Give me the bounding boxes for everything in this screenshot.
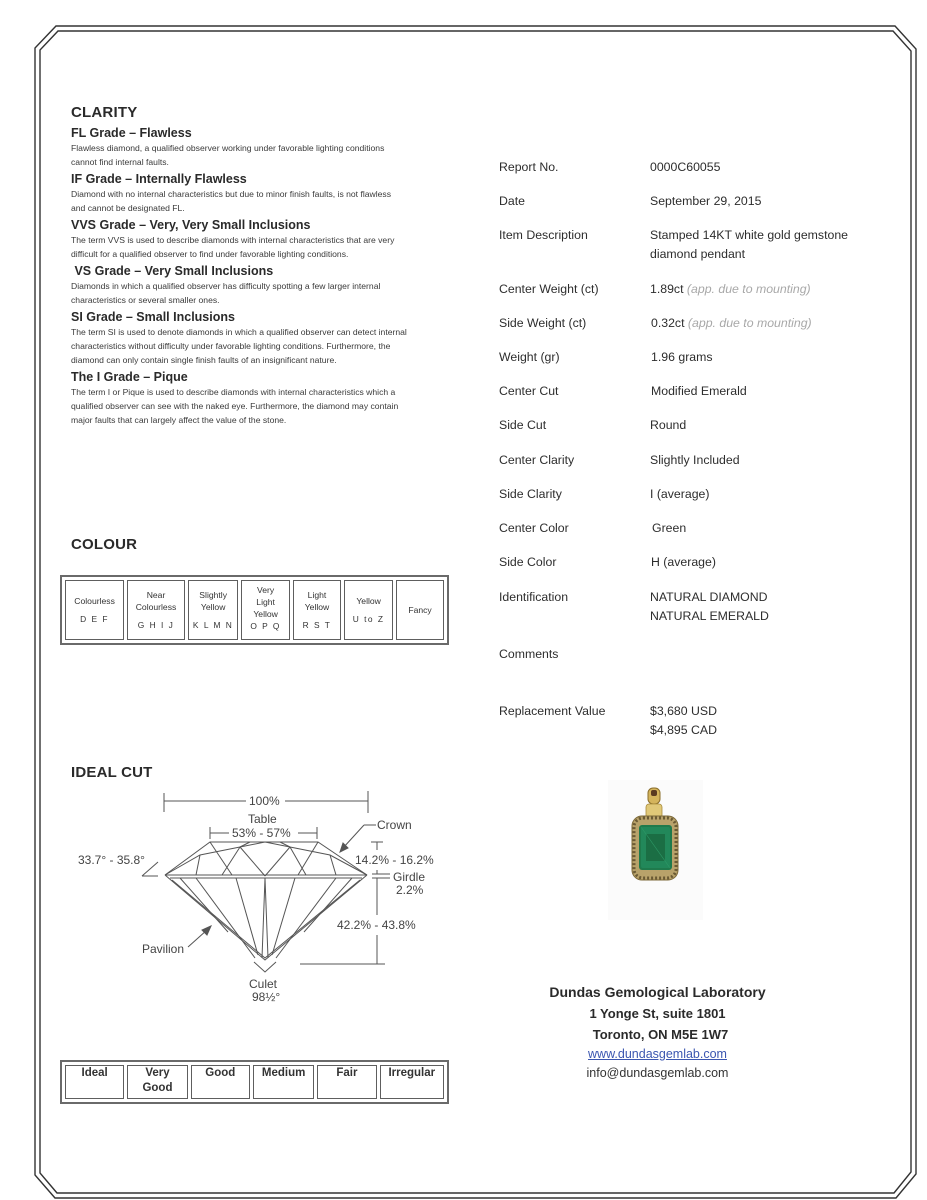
- label-girdle-value: 2.2%: [396, 883, 424, 897]
- label-table: Table: [248, 812, 277, 826]
- lab-name: Dundas Gemological Laboratory: [549, 984, 766, 1000]
- ideal-cut-diagram: [0, 0, 460, 1010]
- grade-description-si: The term SI is used to denote diamonds in which a qualified observer can detect internal characteristics without difficulty under favorable lighting conditions. Furthermore, the diamond can only contain single finish faults of an insignificant nature.: [71, 327, 407, 365]
- grade-description-vvs: The term VVS is used to describe diamonds with internal characteristics that are very difficult for a qualified observer to find under favorable lighting conditions.: [71, 235, 395, 259]
- cut-grade-table: [60, 1060, 449, 1104]
- label-crown-angle: 33.7° - 35.8°: [78, 853, 145, 867]
- colour-cell-very-light-yellow: Very Light Yellow O P Q: [241, 580, 289, 640]
- grade-description-if: Diamond with no internal characteristics but due to minor finish faults, is not flawless and cannot be designated FL.: [71, 189, 392, 213]
- grade-description-fl: Flawless diamond, a qualified observer working under favorable lighting conditions cannot find internal faults.: [71, 143, 385, 167]
- label-crown: Crown: [377, 818, 412, 832]
- label-girdle: Girdle: [393, 870, 426, 884]
- emerald-pendant-image: [608, 780, 703, 920]
- cut-cell-medium: Medium: [253, 1065, 314, 1099]
- cut-cell-very-good: Very Good: [127, 1065, 187, 1099]
- cut-cell-ideal: Ideal: [65, 1065, 124, 1099]
- label-culet: Culet: [249, 977, 278, 991]
- lab-website-link[interactable]: www.dundasgemlab.com: [588, 1047, 727, 1061]
- colour-cell-yellow: Yellow U to Z: [344, 580, 393, 640]
- lab-contact: [520, 982, 795, 1083]
- colour-heading: COLOUR: [71, 536, 138, 553]
- grade-description-i: The term I or Pique is used to describe diamonds with internal characteristics which a qualified observer can see with the naked eye. Furthermore, the diamond may contain major faults that can largely affect the value of the stone.: [71, 387, 399, 425]
- lab-address-line1: 1 Yonge St, suite 1801: [589, 1006, 726, 1021]
- grade-title-si: SI Grade – Small Inclusions: [71, 310, 235, 324]
- cut-cell-irregular: Irregular: [380, 1065, 444, 1099]
- label-crown-height: 14.2% - 16.2%: [355, 853, 434, 867]
- label-pavilion-depth: 42.2% - 43.8%: [337, 918, 416, 932]
- colour-cell-slightly-yellow: Slightly Yellow K L M N: [188, 580, 239, 640]
- ideal-cut-heading: IDEAL CUT: [71, 764, 153, 781]
- colour-cell-colourless: Colourless D E F: [65, 580, 124, 640]
- colour-cell-light-yellow: Light Yellow R S T: [293, 580, 341, 640]
- grade-title-if: IF Grade – Internally Flawless: [71, 172, 247, 186]
- label-culet-angle: 98½°: [252, 990, 281, 1004]
- clarity-heading: CLARITY: [71, 104, 138, 121]
- colour-cell-fancy: Fancy: [396, 580, 444, 640]
- label-pavilion: Pavilion: [142, 942, 185, 956]
- label-table-range: 53% - 57%: [232, 826, 291, 840]
- colour-cell-near-colourless: Near Colourless G H I J: [127, 580, 185, 640]
- grade-description-vs: Diamonds in which a qualified observer has difficulty spotting a few larger internal characteristics or several smaller ones.: [71, 281, 381, 305]
- grade-title-i: The I Grade – Pique: [71, 370, 188, 384]
- cut-cell-good: Good: [191, 1065, 250, 1099]
- grade-title-fl: FL Grade – Flawless: [71, 126, 192, 140]
- label-total-width: 100%: [249, 794, 280, 808]
- lab-email: info@dundasgemlab.com: [586, 1066, 729, 1080]
- grade-title-vvs: VVS Grade – Very, Very Small Inclusions: [71, 218, 311, 232]
- grade-title-vs: VS Grade – Very Small Inclusions: [71, 264, 274, 278]
- cut-cell-fair: Fair: [317, 1065, 376, 1099]
- lab-address-line2: Toronto, ON M5E 1W7: [592, 1027, 729, 1042]
